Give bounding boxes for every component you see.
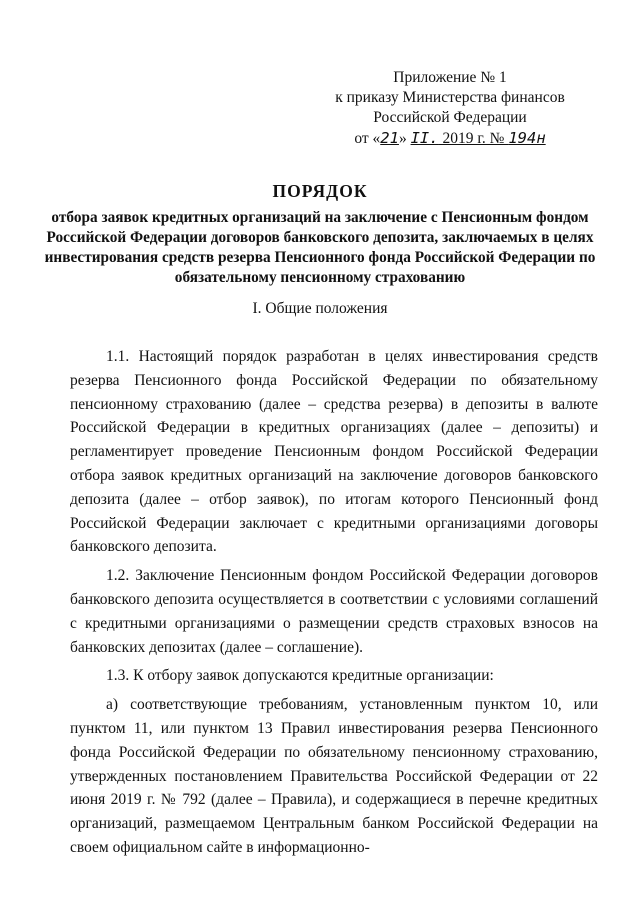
date-year: 2019 г. №: [438, 130, 509, 147]
date-day: 21: [380, 129, 399, 147]
title-subtitle: отбора заявок кредитных организаций на заключение с Пенсионным фондом Российской Федерации договоров банковского депозита, заключаемых в целях инвестирования средств резерва Пенсионного фонда Российской Федерации по обязательному пенсионному страхованию: [44, 209, 596, 286]
order-number: 194н: [508, 129, 546, 147]
appendix-number: Приложение № 1: [393, 69, 507, 86]
date-prefix: от «: [354, 130, 381, 147]
appendix-order-ref: к приказу Министерства финансов: [335, 89, 565, 106]
paragraph-1-3: 1.3. К отбору заявок допускаются кредитные организации:: [106, 667, 494, 685]
appendix-date-line: [300, 128, 600, 149]
section-heading: I. Общие положения: [252, 300, 388, 317]
title-main: ПОРЯДОК: [272, 181, 368, 201]
paragraph-1-3-a: а) соответствующие требованиям, установленным пунктом 10, или пунктом 11, или пунктом 13 Правил инвестирования резерва Пенсионного фонда Российской Федерации по обязательному пенсионному страхованию, утвержденных постановлением Правительства Российской Федерации от 22 июня 2019 г. № 792 (далее – Правила), и содержащиеся в перечне кредитных организаций, размещаемом Центральным банком Российской Федерации на своем официальном сайте в информационно-: [70, 696, 598, 856]
paragraph-1-1: 1.1. Настоящий порядок разработан в целях инвестирования средств резерва Пенсионного фонда Российской Федерации по обязательному пенсионному страхованию (далее – средства резерва) в депозиты в валюте Российской Федерации в кредитных организациях (далее – депозиты) и регламентирует проведение Пенсионным фондом Российской Федерации отбора заявок кредитных организаций на заключение договоров банковского депозита (далее – отбор заявок), по итогам которого Пенсионный фонд Российской Федерации заключает с кредитными организациями договоры банковского депозита.: [70, 348, 598, 556]
document-body: [70, 345, 598, 865]
paragraph-1-2: 1.2. Заключение Пенсионным фондом Российской Федерации договоров банковского депозита осуществляется в соответствии с условиями соглашений с кредитными организациями о размещении средств страховых взносов на банковских депозитах (далее – соглашение).: [70, 567, 598, 656]
date-month: II.: [410, 129, 439, 147]
appendix-header: [300, 68, 600, 149]
document-title: [40, 180, 600, 288]
appendix-federation: Российской Федерации: [373, 109, 527, 126]
date-mid: »: [398, 130, 411, 147]
